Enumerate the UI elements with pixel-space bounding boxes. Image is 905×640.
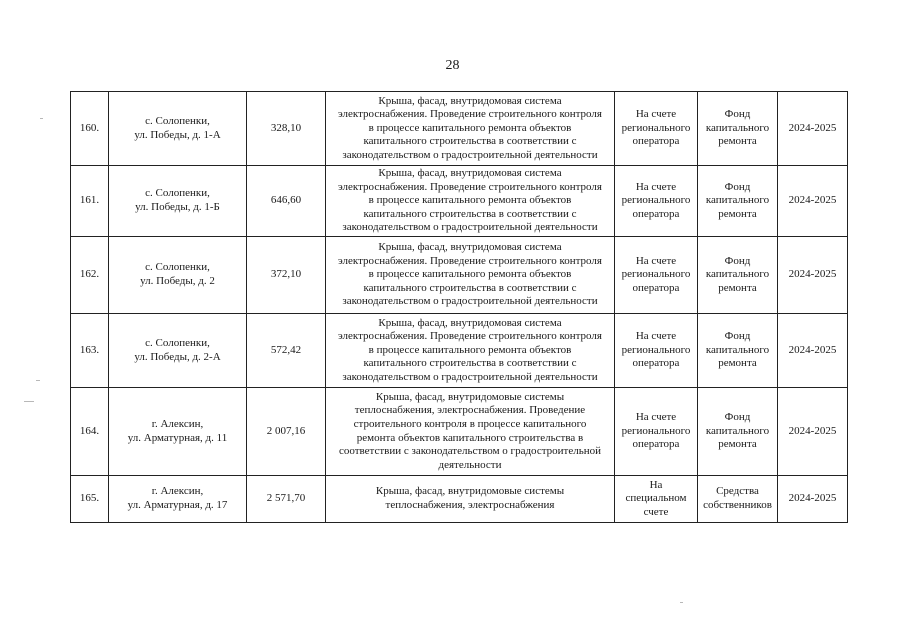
funding-source-line: ремонта	[718, 135, 757, 148]
works-line: соответствии с законодательством о градостроительной	[338, 445, 601, 458]
works-cell	[326, 237, 615, 314]
works-line: законодательством о градостроительной деятельности	[342, 295, 598, 308]
account-cell	[615, 476, 698, 523]
works-line: электроснабжения. Проведение строительного контроля	[338, 108, 602, 121]
scan-speck	[680, 602, 683, 603]
account-line: регионального	[621, 343, 691, 356]
area-cell: 328,10	[247, 92, 326, 166]
row-number: 161.	[71, 166, 109, 237]
funding-source-line: ремонта	[718, 438, 757, 451]
table-row	[71, 388, 848, 476]
account-cell	[615, 388, 698, 476]
area-cell: 572,42	[247, 314, 326, 388]
scan-speck	[24, 401, 34, 402]
address-cell	[109, 314, 247, 388]
account-line: оператора	[632, 207, 680, 220]
works-line: электроснабжения. Проведение строительного контроля	[338, 330, 602, 343]
works-line: капитального строительства в соответствии с	[363, 207, 577, 220]
funding-source-line: Фонд	[724, 180, 751, 193]
period-cell: 2024-2025	[778, 166, 848, 237]
works-line: Крыша, фасад, внутридомовая система	[378, 316, 562, 329]
funding-source-line: Фонд	[724, 411, 751, 424]
works-cell	[326, 314, 615, 388]
works-line: теплоснабжения, электроснабжения	[385, 499, 555, 511]
account-cell	[615, 92, 698, 166]
works-line: Крыша, фасад, внутридомовая система	[378, 241, 562, 254]
works-line: электроснабжения. Проведение строительного контроля	[338, 254, 602, 267]
account-cell	[615, 314, 698, 388]
scan-speck	[36, 380, 40, 381]
table-row	[71, 237, 848, 314]
works-line: ремонта объектов капитального строительства в	[356, 431, 584, 444]
account-line: регионального	[621, 194, 691, 207]
area-cell: 372,10	[247, 237, 326, 314]
funding-source-cell	[698, 388, 778, 476]
works-line: капитального строительства в соответствии с	[363, 281, 577, 294]
works-line: в процессе капитального ремонта объектов	[368, 194, 572, 207]
works-line: капитального строительства в соответствии с	[363, 357, 577, 370]
period-cell: 2024-2025	[778, 314, 848, 388]
works-line: теплоснабжения, электроснабжения. Проведение	[354, 404, 586, 417]
funding-source-line: Средства	[716, 485, 759, 498]
row-number: 163.	[71, 314, 109, 388]
period-cell: 2024-2025	[778, 92, 848, 166]
works-line: в процессе капитального ремонта объектов	[368, 343, 572, 356]
funding-source-cell	[698, 92, 778, 166]
account-line: оператора	[632, 357, 680, 370]
row-number: 160.	[71, 92, 109, 166]
table-row	[71, 166, 848, 237]
funding-source-cell	[698, 476, 778, 523]
works-line: Крыша, фасад, внутридомовые системы	[375, 390, 565, 403]
address-street: ул. Победы, д. 1-Б	[135, 201, 220, 213]
page-number: 28	[445, 58, 460, 73]
funding-source-line: капитального	[705, 268, 770, 281]
works-line: Крыша, фасад, внутридомовая система	[378, 167, 562, 180]
area-cell: 2 007,16	[247, 388, 326, 476]
funding-source-line: Фонд	[724, 330, 751, 343]
funding-source-line: капитального	[705, 424, 770, 437]
account-line: оператора	[632, 438, 680, 451]
funding-source-line: Фонд	[724, 108, 751, 121]
account-line: На счете	[635, 411, 677, 424]
funding-source-line: ремонта	[718, 357, 757, 370]
account-line: На счете	[635, 330, 677, 343]
account-line: счете	[643, 505, 669, 518]
address-locality: с. Солопенки,	[145, 114, 210, 127]
account-line: регионального	[621, 268, 691, 281]
address-locality: с. Солопенки,	[145, 336, 210, 349]
address-cell	[109, 166, 247, 237]
address-locality: с. Солопенки,	[145, 261, 210, 274]
account-cell	[615, 166, 698, 237]
works-cell	[326, 388, 615, 476]
scan-speck	[40, 118, 43, 119]
row-number: 162.	[71, 237, 109, 314]
address-cell	[109, 237, 247, 314]
funding-source-cell	[698, 166, 778, 237]
funding-source-line: ремонта	[718, 281, 757, 294]
funding-source-cell	[698, 237, 778, 314]
account-line: регионального	[621, 424, 691, 437]
account-line: оператора	[632, 281, 680, 294]
address-locality: с. Солопенки,	[145, 187, 210, 200]
account-line: регионального	[621, 121, 691, 134]
funding-source-line: Фонд	[724, 254, 751, 267]
period-cell: 2024-2025	[778, 237, 848, 314]
table-row	[71, 314, 848, 388]
works-line: Крыша, фасад, внутридомовая система	[378, 94, 562, 107]
account-line: На	[649, 478, 663, 491]
funding-source-cell	[698, 314, 778, 388]
works-cell	[326, 92, 615, 166]
address-cell	[109, 388, 247, 476]
table-row	[71, 476, 848, 523]
works-line: законодательством о градостроительной деятельности	[342, 370, 598, 383]
works-line: электроснабжения. Проведение строительного контроля	[338, 180, 602, 193]
address-locality: г. Алексин,	[151, 417, 204, 430]
funding-source-line: собственников	[703, 499, 772, 511]
period-cell: 2024-2025	[778, 476, 848, 523]
area-cell: 646,60	[247, 166, 326, 237]
funding-source-line: ремонта	[718, 207, 757, 220]
row-number: 165.	[71, 476, 109, 523]
address-street: ул. Победы, д. 2-А	[134, 350, 221, 363]
works-line: строительного контроля в процессе капитального	[353, 417, 587, 430]
address-locality: г. Алексин,	[151, 485, 204, 498]
area-cell: 2 571,70	[247, 476, 326, 523]
works-line: в процессе капитального ремонта объектов	[368, 268, 572, 281]
table-body	[71, 92, 848, 523]
account-line: На счете	[635, 108, 677, 121]
funding-source-line: капитального	[705, 343, 770, 356]
account-cell	[615, 237, 698, 314]
funding-source-line: капитального	[705, 121, 770, 134]
works-line: законодательством о градостроительной деятельности	[342, 221, 598, 234]
address-street: ул. Арматурная, д. 17	[127, 499, 228, 511]
table-row	[71, 92, 848, 166]
works-line: капитального строительства в соответствии с	[363, 135, 577, 148]
works-line: законодательством о градостроительной деятельности	[342, 148, 598, 161]
row-number: 164.	[71, 388, 109, 476]
address-cell	[109, 476, 247, 523]
address-cell	[109, 92, 247, 166]
repair-program-table	[70, 91, 848, 523]
works-cell	[326, 476, 615, 523]
funding-source-line: капитального	[705, 194, 770, 207]
works-line: в процессе капитального ремонта объектов	[368, 121, 572, 134]
account-line: На счете	[635, 254, 677, 267]
works-line: Крыша, фасад, внутридомовые системы	[375, 485, 565, 498]
address-street: ул. Победы, д. 1-А	[134, 128, 221, 141]
period-cell: 2024-2025	[778, 388, 848, 476]
works-cell	[326, 166, 615, 237]
account-line: оператора	[632, 135, 680, 148]
address-street: ул. Арматурная, д. 11	[127, 431, 228, 444]
works-line: деятельности	[438, 458, 502, 471]
account-line: специальном	[625, 492, 687, 505]
account-line: На счете	[635, 180, 677, 193]
address-street: ул. Победы, д. 2	[140, 275, 215, 287]
